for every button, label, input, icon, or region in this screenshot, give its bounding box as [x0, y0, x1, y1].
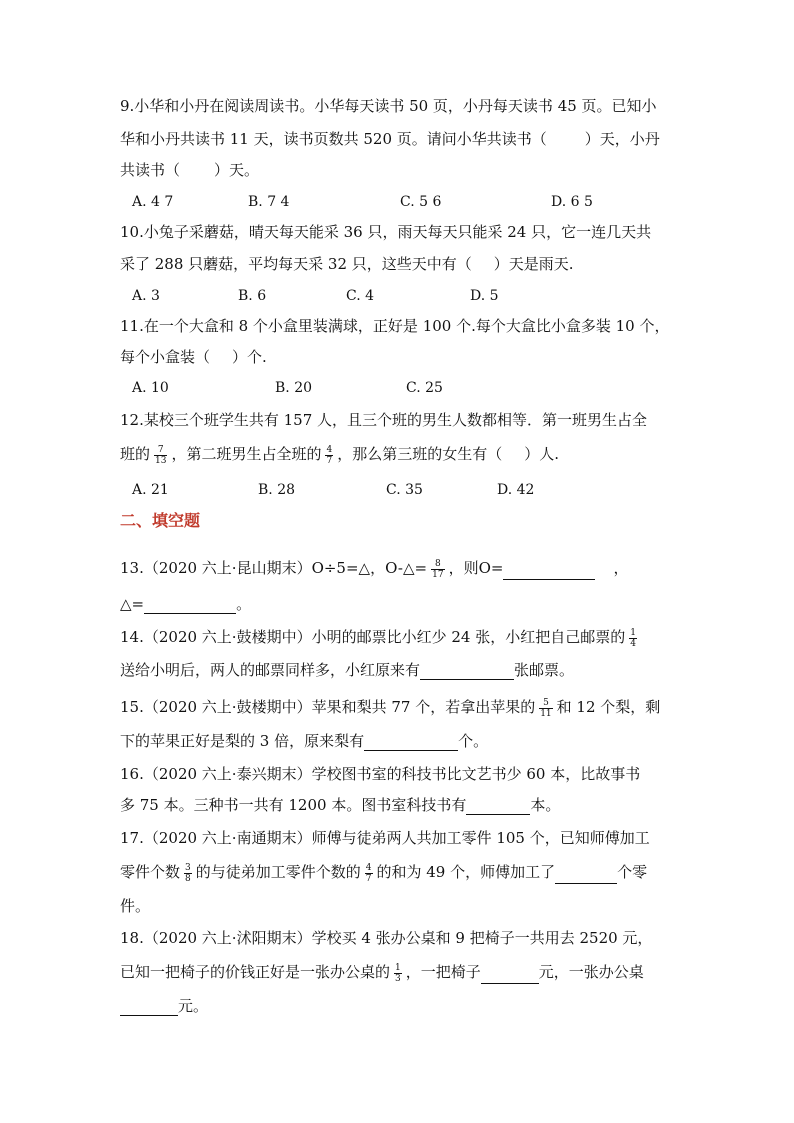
q11-line-2a: 每个小盒装（ [120, 348, 211, 366]
q11-line-2b: ）个. [232, 348, 267, 366]
q9-line-3a: 共读书（ [120, 161, 181, 179]
q17-line-2b: 的与徒弟加工零件个数的 [195, 863, 361, 881]
q13-line-2a: △= [120, 595, 145, 613]
q12-fraction-2: $\frac{4}{7}$ [326, 444, 333, 466]
q12-line-2 [120, 444, 559, 466]
q15-line-1 [120, 697, 660, 719]
q12-line-1: 12.某校三个班学生共有 157 人，且三个班的男生人数都相等．第一班男生占全 [120, 411, 648, 429]
q14-fraction: $\frac{1}{4}$ [630, 627, 636, 649]
q11-line-1: 11.在一个大盒和 8 个小盒里装满球，正好是 100 个.每个大盒比小盒多装 10 个， [120, 317, 670, 335]
q14-line-2a: 送给小明后，两人的邮票同样多，小红原来有 [120, 661, 421, 679]
q13-line-2b: 。 [236, 595, 252, 613]
q13-line-1c: ， [613, 559, 629, 577]
q18-line-1: 18.（2020 六上·沭阳期末）学校买 4 张办公桌和 9 把椅子一共用去 2520 元， [120, 929, 653, 947]
q10-option-c[interactable]: C. 4 [346, 288, 375, 304]
q10-option-a[interactable]: A. 3 [132, 288, 160, 304]
q9-line-3 [120, 160, 259, 180]
q10-option-d[interactable]: D. 5 [470, 288, 499, 304]
q9-option-b[interactable]: B. 7 4 [248, 194, 290, 210]
q12-line-2a: 班的 [120, 445, 151, 463]
q14-line-2b: 张邮票。 [514, 661, 575, 679]
q17-line-2d: 个零 [617, 863, 648, 881]
q17-fraction-2: $\frac{4}{7}$ [365, 862, 372, 884]
q13-answer-blank-2[interactable] [144, 597, 236, 614]
q16-line-1: 16.（2020 六上·泰兴期末）学校图书室的科技书比文艺书少 60 本，比故事书 [120, 765, 641, 783]
q17-line-2c: 的和为 49 个，师傅加工了 [376, 863, 556, 881]
q16-line-2b: 本。 [530, 796, 561, 814]
q18-answer-blank-2[interactable] [120, 999, 178, 1016]
q18-line-2b: ，一把椅子 [405, 963, 481, 981]
q17-line-2a: 零件个数 [120, 863, 181, 881]
q12-option-a[interactable]: A. 21 [132, 482, 169, 498]
q18-line-3b: 元。 [178, 997, 209, 1015]
q16-line-2a: 多 75 本。三种书一共有 1200 本。图书室科技书有 [120, 796, 467, 814]
q17-answer-blank[interactable] [555, 867, 617, 884]
q15-line-1a: 15.（2020 六上·鼓楼期中）苹果和梨共 77 个，若拿出苹果的 [120, 698, 536, 716]
q17-line-2 [120, 862, 647, 884]
q9-line-1: 9.小华和小丹在阅读周读书。小华每天读书 50 页，小丹每天读书 45 页。已知小 [120, 97, 657, 115]
q9-line-2 [120, 129, 660, 149]
q15-line-2a: 下的苹果正好是梨的 3 倍，原来梨有 [120, 732, 365, 750]
q13-answer-blank-1[interactable] [503, 563, 595, 580]
q10-line-1: 10.小兔子采蘑菇，晴天每天能采 36 只，雨天每天只能采 24 只，它一连几天共 [120, 223, 652, 241]
q18-line-2c: 元，一张办公桌 [538, 963, 644, 981]
q16-line-2 [120, 795, 560, 815]
q15-line-2b: 个。 [458, 732, 489, 750]
q12-option-d[interactable]: D. 42 [497, 482, 535, 498]
q18-line-2 [120, 962, 644, 984]
q15-answer-blank[interactable] [364, 734, 458, 751]
q13-line-1a: 13.（2020 六上·昆山期末）O÷5=△，O-△= [120, 559, 428, 577]
q17-line-3: 件。 [120, 897, 151, 915]
q14-answer-blank[interactable] [420, 663, 514, 680]
q9-option-a[interactable]: A. 4 7 [132, 194, 174, 210]
q13-line-1b: ，则O= [448, 559, 504, 577]
q18-fraction: $\frac{1}{3}$ [395, 962, 401, 984]
q15-fraction: $\frac{5}{11}$ [540, 697, 552, 719]
q11-option-c[interactable]: C. 25 [406, 380, 443, 396]
q9-line-2b: ）天，小丹 [584, 130, 660, 148]
q14-line-2 [120, 660, 574, 680]
q18-line-3 [120, 996, 208, 1016]
q17-fraction-1: $\frac{3}{8}$ [185, 862, 191, 884]
q13-line-2 [120, 594, 251, 614]
q12-option-b[interactable]: B. 28 [258, 482, 296, 498]
q16-answer-blank[interactable] [466, 798, 530, 815]
q15-line-2 [120, 731, 488, 751]
q10-line-2 [120, 254, 574, 274]
q9-option-c[interactable]: C. 5 6 [400, 194, 442, 210]
q14-line-1 [120, 627, 641, 649]
q12-line-2d: ）人. [524, 445, 560, 463]
q10-line-2a: 采了 288 只蘑菇，平均每天采 32 只，这些天中有（ [120, 255, 472, 273]
q10-line-2b: ）天是雨天. [493, 255, 574, 273]
q18-answer-blank-1[interactable] [481, 967, 539, 984]
q10-option-b[interactable]: B. 6 [238, 288, 267, 304]
q11-line-2 [120, 347, 267, 367]
q18-line-2a: 已知一把椅子的价钱正好是一张办公桌的 [120, 963, 391, 981]
q12-fraction-1: $\frac{7}{13}$ [155, 444, 167, 466]
q12-line-2c: ，那么第三班的女生有（ [337, 445, 503, 463]
q9-option-d[interactable]: D. 6 5 [551, 194, 593, 210]
q17-line-1: 17.（2020 六上·南通期末）师傅与徒弟两人共加工零件 105 个，已知师傅加工 [120, 829, 650, 847]
q14-line-1a: 14.（2020 六上·鼓楼期中）小明的邮票比小红少 24 张，小红把自己邮票的 [120, 628, 626, 646]
section-title-fill-in: 二、填空题 [120, 511, 201, 530]
q9-line-3b: ）天。 [214, 161, 260, 179]
q13-line-1 [120, 558, 628, 580]
q11-option-b[interactable]: B. 20 [275, 380, 313, 396]
q11-option-a[interactable]: A. 10 [132, 380, 169, 396]
q9-line-2a: 华和小丹共读书 11 天，读书页数共 520 页。请问小华共读书（ [120, 130, 547, 148]
q12-option-c[interactable]: C. 35 [386, 482, 423, 498]
q12-line-2b: ，第二班男生占全班的 [171, 445, 322, 463]
q13-fraction: $\frac{8}{17}$ [432, 558, 444, 580]
q15-line-1b: 和 12 个梨，剩 [556, 698, 661, 716]
